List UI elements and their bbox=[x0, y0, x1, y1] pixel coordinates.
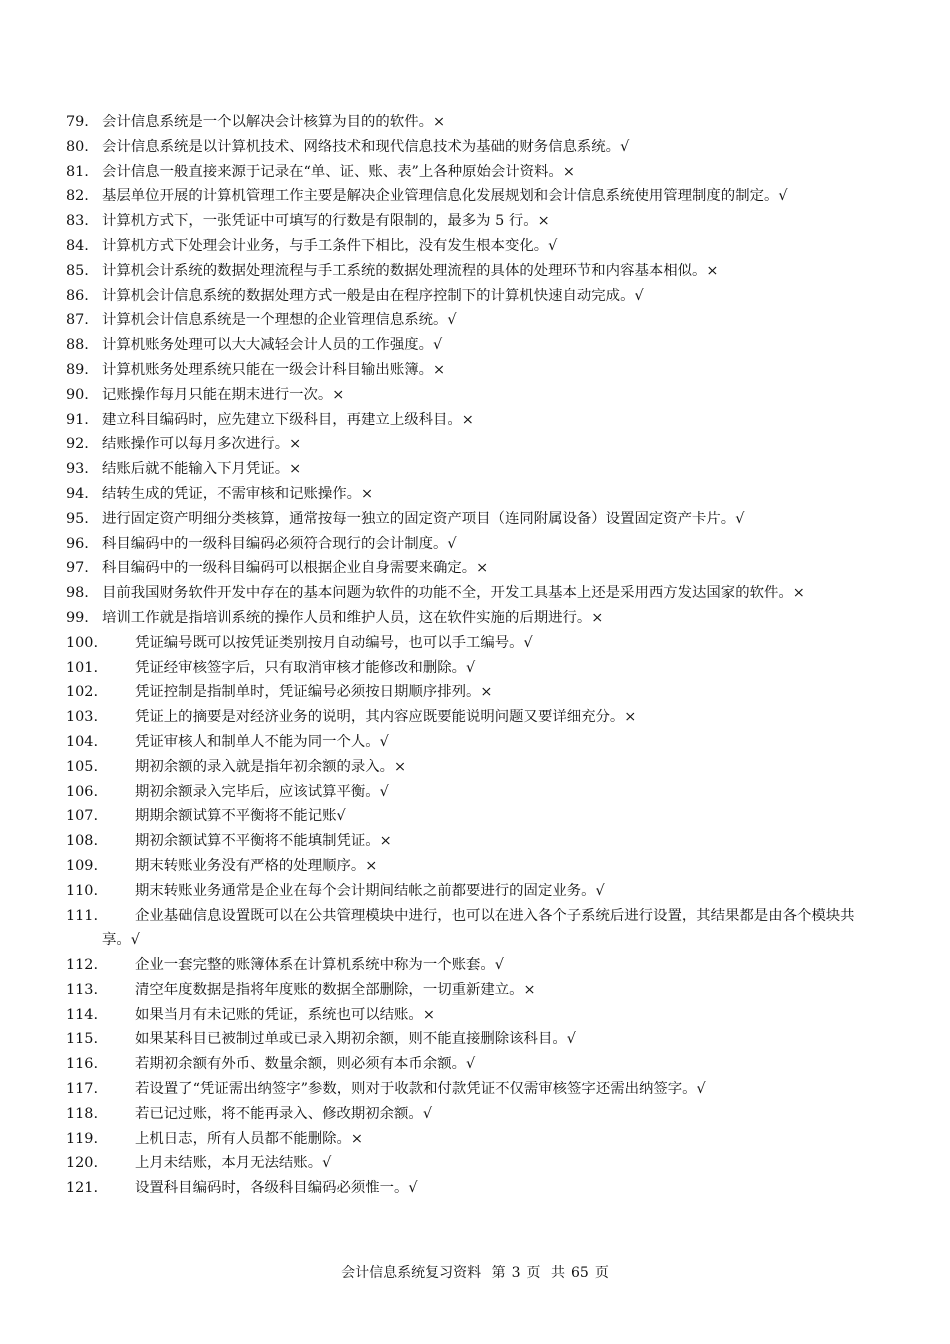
item-text: 科目编码中的一级科目编码可以根据企业自身需要来确定。× bbox=[102, 560, 489, 577]
item-number: 119. bbox=[66, 1130, 99, 1147]
list-item bbox=[66, 631, 866, 656]
list-item bbox=[66, 730, 866, 755]
item-text: 期初余额录入完毕后，应该试算平衡。√ bbox=[135, 783, 389, 800]
item-text: 企业一套完整的账簿体系在计算机系统中称为一个账套。√ bbox=[135, 957, 504, 974]
item-number: 118. bbox=[66, 1105, 99, 1122]
item-number: 114. bbox=[66, 1006, 99, 1023]
item-number: 85. bbox=[66, 262, 89, 279]
list-item bbox=[66, 581, 866, 606]
list-item bbox=[66, 1052, 866, 1077]
item-text: 如果当月有未记账的凭证，系统也可以结账。× bbox=[135, 1006, 435, 1023]
question-list bbox=[66, 110, 866, 1201]
list-item bbox=[66, 1027, 866, 1052]
item-number: 93. bbox=[66, 461, 89, 478]
list-item bbox=[66, 333, 866, 358]
item-text: 计算机会计系统的数据处理流程与手工系统的数据处理流程的具体的处理环节和内容基本相似。× bbox=[102, 262, 719, 279]
item-number: 88. bbox=[66, 337, 89, 354]
list-item bbox=[66, 482, 866, 507]
item-number: 80. bbox=[66, 138, 89, 155]
list-item bbox=[66, 680, 866, 705]
item-number: 83. bbox=[66, 213, 89, 230]
item-text: 凭证经审核签字后，只有取消审核才能修改和删除。√ bbox=[135, 659, 476, 676]
item-number: 96. bbox=[66, 535, 89, 552]
item-text: 计算机方式下，一张凭证中可填写的行数是有限制的，最多为 5 行。× bbox=[102, 213, 550, 230]
list-item bbox=[66, 953, 866, 978]
list-item bbox=[66, 1127, 866, 1152]
list-item bbox=[66, 383, 866, 408]
list-item bbox=[66, 978, 866, 1003]
list-item bbox=[66, 1176, 866, 1201]
item-number: 115. bbox=[66, 1031, 99, 1048]
list-item bbox=[66, 705, 866, 730]
footer-total-suffix: 页 bbox=[594, 1265, 609, 1281]
footer-page-prefix: 第 bbox=[491, 1265, 506, 1281]
item-number: 104. bbox=[66, 733, 99, 750]
item-number: 102. bbox=[66, 684, 99, 701]
item-number: 91. bbox=[66, 411, 89, 428]
item-text: 结账操作可以每月多次进行。× bbox=[102, 436, 302, 453]
item-text: 凭证上的摘要是对经济业务的说明，其内容应既要能说明问题又要详细充分。× bbox=[135, 709, 637, 726]
item-text: 计算机会计信息系统是一个理想的企业管理信息系统。√ bbox=[102, 312, 457, 329]
list-item bbox=[66, 1151, 866, 1176]
item-text: 会计信息系统是以计算机技术、网络技术和现代信息技术为基础的财务信息系统。√ bbox=[102, 138, 630, 155]
list-item bbox=[66, 160, 866, 185]
item-text: 若设置了“凭证需出纳签字”参数，则对于收款和付款凭证不仅需审核签字还需出纳签字。√ bbox=[135, 1081, 706, 1098]
list-item bbox=[66, 755, 866, 780]
item-number: 109. bbox=[66, 857, 99, 874]
item-number: 111. bbox=[66, 907, 99, 924]
item-number: 117. bbox=[66, 1081, 99, 1098]
item-number: 95. bbox=[66, 510, 89, 527]
item-text: 期末转账业务通常是企业在每个会计期间结帐之前都要进行的固定业务。√ bbox=[135, 882, 605, 899]
list-item bbox=[66, 308, 866, 333]
item-text: 若已记过账，将不能再录入、修改期初余额。√ bbox=[135, 1105, 432, 1122]
item-number: 103. bbox=[66, 709, 99, 726]
list-item bbox=[66, 507, 866, 532]
item-number: 101. bbox=[66, 659, 99, 676]
item-text: 上月未结账，本月无法结账。√ bbox=[135, 1155, 332, 1172]
item-number: 94. bbox=[66, 485, 89, 502]
item-text: 凭证编号既可以按凭证类别按月自动编号，也可以手工编号。√ bbox=[135, 634, 533, 651]
list-item bbox=[66, 854, 866, 879]
item-number: 81. bbox=[66, 163, 89, 180]
footer-total-pages: 65 bbox=[571, 1265, 589, 1281]
list-item bbox=[66, 904, 866, 954]
item-number: 86. bbox=[66, 287, 89, 304]
item-text: 会计信息系统是一个以解决会计核算为目的的软件。× bbox=[102, 114, 446, 130]
item-text: 设置科目编码时，各级科目编码必须惟一。√ bbox=[135, 1180, 418, 1197]
item-number: 79. bbox=[66, 114, 89, 130]
list-item bbox=[66, 1003, 866, 1028]
item-number: 99. bbox=[66, 609, 89, 626]
item-text: 期期余额试算不平衡将不能记账√ bbox=[135, 808, 346, 825]
footer-page-suffix: 页 bbox=[526, 1265, 541, 1281]
item-number: 89. bbox=[66, 361, 89, 378]
list-item bbox=[66, 234, 866, 259]
list-item bbox=[66, 780, 866, 805]
item-text: 记账操作每月只能在期末进行一次。× bbox=[102, 386, 345, 403]
footer-title: 会计信息系统复习资料 bbox=[341, 1265, 482, 1281]
item-number: 108. bbox=[66, 833, 99, 850]
list-item bbox=[66, 284, 866, 309]
item-number: 112. bbox=[66, 957, 99, 974]
item-text: 上机日志，所有人员都不能删除。× bbox=[135, 1130, 363, 1147]
item-text: 基层单位开展的计算机管理工作主要是解决企业管理信息化发展规划和会计信息系统使用管理制度的制定。√ bbox=[102, 188, 788, 205]
item-text: 会计信息一般直接来源于记录在“单、证、账、表”上各种原始会计资料。× bbox=[102, 163, 575, 180]
item-text: 企业基础信息设置既可以在公共管理模块中进行，也可以在进入各个子系统后进行设置，其结果都是由各个模块共享。√ bbox=[102, 907, 855, 949]
item-number: 82. bbox=[66, 188, 89, 205]
item-number: 100. bbox=[66, 634, 99, 651]
item-text: 计算机会计信息系统的数据处理方式一般是由在程序控制下的计算机快速自动完成。√ bbox=[102, 287, 644, 304]
item-number: 98. bbox=[66, 585, 89, 602]
list-item bbox=[66, 184, 866, 209]
item-text: 清空年度数据是指将年度账的数据全部删除，一切重新建立。× bbox=[135, 981, 536, 998]
item-text: 若期初余额有外币、数量余额，则必须有本币余额。√ bbox=[135, 1056, 476, 1073]
list-item bbox=[66, 1102, 866, 1127]
list-item bbox=[66, 135, 866, 160]
item-text: 结转生成的凭证，不需审核和记账操作。× bbox=[102, 485, 374, 502]
item-text: 目前我国财务软件开发中存在的基本问题为软件的功能不全，开发工具基本上还是采用西方发达国家的软件。× bbox=[102, 585, 805, 602]
item-number: 116. bbox=[66, 1056, 99, 1073]
list-item bbox=[66, 457, 866, 482]
item-number: 113. bbox=[66, 981, 99, 998]
item-text: 期末转账业务没有严格的处理顺序。× bbox=[135, 857, 378, 874]
item-number: 110. bbox=[66, 882, 99, 899]
item-text: 结账后就不能输入下月凭证。× bbox=[102, 461, 302, 478]
item-text: 进行固定资产明细分类核算，通常按每一独立的固定资产项目（连同附属设备）设置固定资产卡片。√ bbox=[102, 510, 745, 527]
list-item bbox=[66, 879, 866, 904]
item-text: 如果某科目已被制过单或已录入期初余额，则不能直接删除该科目。√ bbox=[135, 1031, 576, 1048]
item-text: 培训工作就是指培训系统的操作人员和维护人员，这在软件实施的后期进行。× bbox=[102, 609, 604, 626]
item-text: 科目编码中的一级科目编码必须符合现行的会计制度。√ bbox=[102, 535, 457, 552]
item-number: 107. bbox=[66, 808, 99, 825]
page-footer bbox=[0, 1262, 950, 1282]
item-text: 计算机账务处理可以大大减轻会计人员的工作强度。√ bbox=[102, 337, 443, 354]
list-item bbox=[66, 110, 866, 135]
list-item bbox=[66, 556, 866, 581]
item-text: 期初余额试算不平衡将不能填制凭证。× bbox=[135, 833, 392, 850]
list-item bbox=[66, 656, 866, 681]
footer-page-number: 3 bbox=[511, 1265, 521, 1281]
item-number: 90. bbox=[66, 386, 89, 403]
item-number: 105. bbox=[66, 758, 99, 775]
item-text: 建立科目编码时，应先建立下级科目，再建立上级科目。× bbox=[102, 411, 474, 428]
item-number: 87. bbox=[66, 312, 89, 329]
item-number: 97. bbox=[66, 560, 89, 577]
list-item bbox=[66, 804, 866, 829]
list-item bbox=[66, 532, 866, 557]
item-text: 凭证控制是指制单时，凭证编号必须按日期顺序排列。× bbox=[135, 684, 493, 701]
item-text: 计算机账务处理系统只能在一级会计科目输出账簿。× bbox=[102, 361, 446, 378]
list-item bbox=[66, 358, 866, 383]
item-number: 84. bbox=[66, 237, 89, 254]
item-number: 92. bbox=[66, 436, 89, 453]
item-number: 121. bbox=[66, 1180, 99, 1197]
item-number: 120. bbox=[66, 1155, 99, 1172]
item-text: 期初余额的录入就是指年初余额的录入。× bbox=[135, 758, 407, 775]
item-number: 106. bbox=[66, 783, 99, 800]
item-text: 凭证审核人和制单人不能为同一个人。√ bbox=[135, 733, 389, 750]
list-item bbox=[66, 209, 866, 234]
list-item bbox=[66, 1077, 866, 1102]
list-item bbox=[66, 606, 866, 631]
list-item bbox=[66, 829, 866, 854]
footer-total-prefix: 共 bbox=[551, 1265, 565, 1281]
list-item bbox=[66, 432, 866, 457]
list-item bbox=[66, 408, 866, 433]
list-item bbox=[66, 259, 866, 284]
item-text: 计算机方式下处理会计业务，与手工条件下相比，没有发生根本变化。√ bbox=[102, 237, 558, 254]
